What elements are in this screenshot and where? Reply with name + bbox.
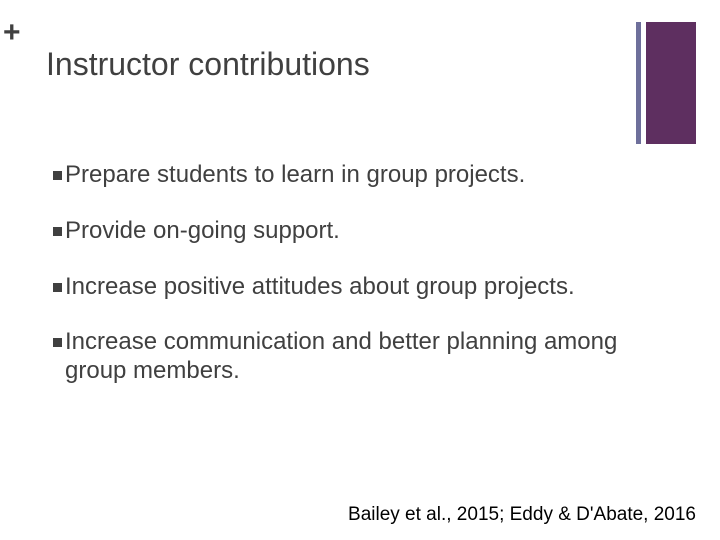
- accent-thick-bar: [646, 22, 696, 144]
- bullet-item: [50, 272, 650, 301]
- bullet-text: Increase positive attitudes about group projects.: [65, 273, 575, 300]
- square-bullet-icon: [53, 171, 62, 180]
- bullet-item: [50, 327, 650, 385]
- bullet-item: [50, 160, 650, 189]
- slide-title: Instructor contributions: [46, 46, 370, 82]
- bullet-text: Prepare students to learn in group projects.: [65, 161, 526, 188]
- accent-thin-bar: [636, 22, 641, 144]
- square-bullet-icon: [53, 283, 62, 292]
- citation: Bailey et al., 2015; Eddy & D'Abate, 2016: [348, 504, 696, 525]
- square-bullet-icon: [53, 338, 62, 347]
- bullet-list: [50, 160, 650, 412]
- plus-icon: +: [3, 16, 21, 49]
- bullet-text: Provide on-going support.: [65, 217, 340, 244]
- bullet-text: Increase communication and better planning among group members.: [65, 328, 618, 384]
- bullet-item: [50, 216, 650, 245]
- square-bullet-icon: [53, 227, 62, 236]
